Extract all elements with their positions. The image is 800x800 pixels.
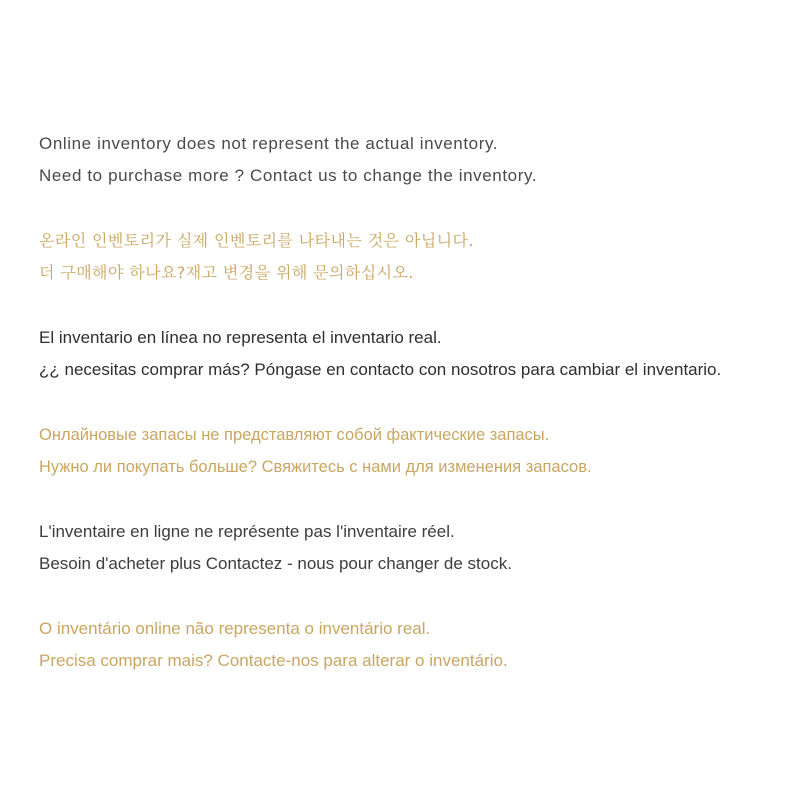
notice-line: 온라인 인벤토리가 실제 인벤토리를 나타내는 것은 아닙니다.	[39, 231, 474, 250]
notice-block-english	[39, 128, 794, 192]
notice-block-russian	[39, 419, 794, 483]
notice-line: O inventário online não representa o inventário real.	[39, 619, 431, 638]
notice-line: Нужно ли покупать больше? Свяжитесь с нами для изменения запасов.	[39, 458, 592, 476]
notice-block-french	[39, 516, 794, 580]
notice-block-korean	[39, 225, 794, 289]
notice-line: Precisa comprar mais? Contacte-nos para alterar o inventário.	[39, 651, 508, 670]
notice-block-spanish	[39, 322, 794, 386]
notice-line: El inventario en línea no representa el inventario real.	[39, 328, 442, 347]
notice-line: Онлайновые запасы не представляют собой фактические запасы.	[39, 426, 550, 444]
inventory-notice	[39, 128, 794, 710]
notice-line: ¿¿ necesitas comprar más? Póngase en contacto con nosotros para cambiar el inventario.	[39, 360, 722, 379]
notice-line: Online inventory does not represent the actual inventory.	[39, 134, 499, 153]
notice-line: L'inventaire en ligne ne représente pas l'inventaire réel.	[39, 522, 455, 541]
notice-line: Besoin d'acheter plus Contactez - nous pour changer de stock.	[39, 554, 512, 573]
notice-block-portuguese	[39, 613, 794, 677]
notice-line: 더 구매해야 하나요?재고 변경을 위해 문의하십시오.	[39, 263, 414, 282]
notice-line: Need to purchase more ? Contact us to change the inventory.	[39, 166, 538, 185]
